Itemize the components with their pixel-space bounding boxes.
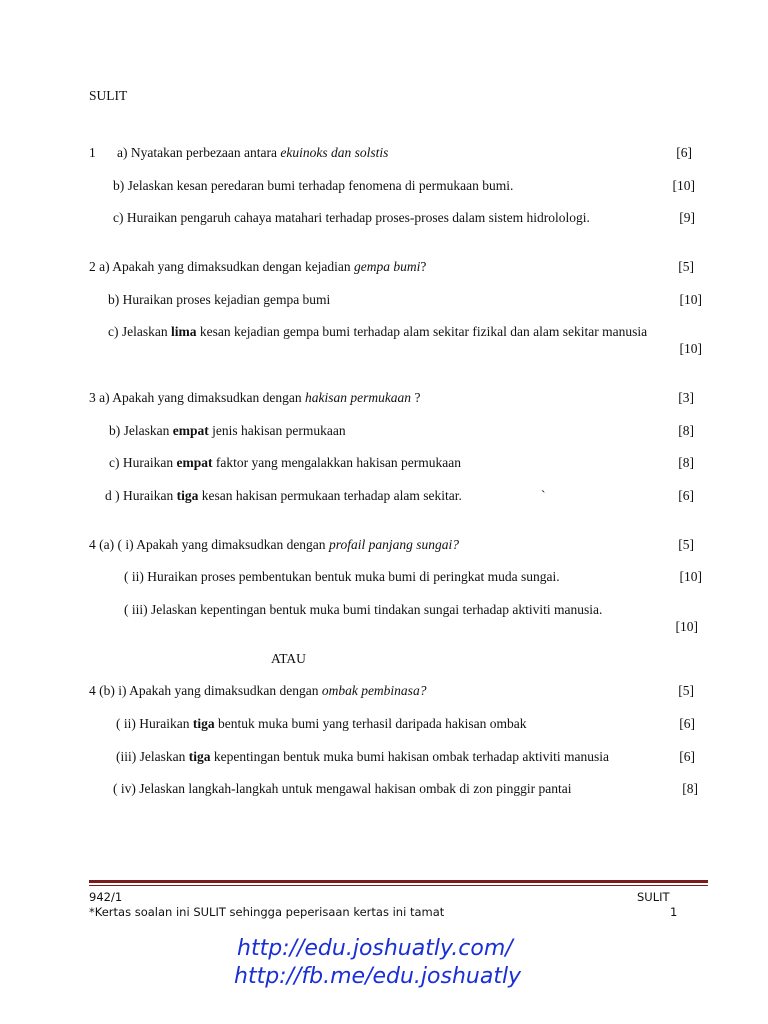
question-4b-ii-text: ( ii) Huraikan: [116, 716, 193, 731]
question-4b-iv: ( iv) Jelaskan langkah-langkah untuk mengawal hakisan ombak di zon pinggir pantai: [113, 781, 572, 796]
question-4a-i-term: profail panjang sungai?: [328, 537, 459, 552]
question-2a-marks: [5]: [678, 259, 694, 274]
question-4a-iii: ( iii) Jelaskan kepentingan bentuk muka bumi tindakan sungai terhadap aktiviti manusia.: [124, 602, 603, 617]
question-4b-iii-marks: [6]: [679, 749, 695, 764]
question-4b-iv-marks: [8]: [682, 781, 698, 796]
question-4b-iii-tail: kepentingan bentuk muka bumi hakisan ombak terhadap aktiviti manusia: [210, 749, 610, 764]
question-2b-marks: [10]: [679, 292, 702, 307]
question-4a-ii: ( ii) Huraikan proses pembentukan bentuk muka bumi di peringkat muda sungai.: [124, 569, 560, 584]
question-1b: b) Jelaskan kesan peredaran bumi terhadap fenomena di permukaan bumi.: [113, 178, 514, 193]
question-3c: [109, 455, 461, 471]
question-4b-ii-tail: bentuk muka bumi yang terhasil daripada hakisan ombak: [214, 716, 527, 731]
question-4a-i: [89, 537, 459, 553]
footer-sulit: SULIT: [637, 890, 670, 904]
footer-rule-thick: [89, 880, 708, 883]
question-3b-marks: [8]: [678, 423, 694, 438]
question-1a: [117, 145, 388, 161]
question-3d: [105, 488, 462, 504]
question-4b-i-text: 4 (b) i) Apakah yang dimaksudkan dengan: [89, 683, 322, 698]
header-sulit: SULIT: [89, 88, 128, 103]
question-2a-tail: ?: [420, 259, 427, 274]
link-website[interactable]: http://edu.joshuatly.com/: [237, 936, 513, 961]
question-2a-term: gempa bumi: [354, 259, 421, 274]
question-1a-marks: [6]: [676, 145, 692, 160]
question-1-number: 1: [89, 145, 96, 160]
question-3a: [89, 390, 420, 406]
question-2c-tail: kesan kejadian gempa bumi terhadap alam sekitar fizikal dan alam sekitar manusia: [196, 324, 648, 339]
question-4a-ii-marks: [10]: [679, 569, 702, 584]
question-3c-keyword: empat: [176, 455, 213, 470]
question-4b-i: [89, 683, 426, 699]
question-3a-tail: ?: [411, 390, 421, 405]
question-3c-text: c) Huraikan: [109, 455, 177, 470]
question-4b-ii-keyword: tiga: [192, 716, 215, 731]
question-2b: b) Huraikan proses kejadian gempa bumi: [108, 292, 331, 307]
question-2c-text: c) Jelaskan: [108, 324, 171, 339]
question-3d-text: d ) Huraikan: [105, 488, 177, 503]
question-1b-marks: [10]: [672, 178, 695, 193]
question-4b-iii: [116, 749, 609, 765]
question-4a-i-marks: [5]: [678, 537, 694, 552]
question-4a-i-text: 4 (a) ( i) Apakah yang dimaksudkan dengan: [89, 537, 329, 552]
question-3a-marks: [3]: [678, 390, 694, 405]
link-facebook[interactable]: http://fb.me/edu.joshuatly: [234, 964, 522, 989]
footer-page-number: 1: [670, 905, 678, 919]
footer-rule-thin: [89, 885, 708, 886]
question-1a-term: ekuinoks dan solstis: [280, 145, 389, 160]
question-4b-i-term: ombak pembinasa?: [321, 683, 427, 698]
footer-paper-code: 942/1: [89, 890, 123, 904]
question-1c-marks: [9]: [679, 210, 695, 225]
question-2a-text: 2 a) Apakah yang dimaksudkan dengan kejadian: [89, 259, 355, 274]
question-4b-iii-keyword: tiga: [188, 749, 211, 764]
question-3a-term: hakisan permukaan: [304, 390, 412, 405]
question-3b-tail: jenis hakisan permukaan: [208, 423, 346, 438]
question-2c: [108, 324, 647, 340]
question-1a-text: a) Nyatakan perbezaan antara: [117, 145, 281, 160]
question-2c-keyword: lima: [170, 324, 197, 339]
question-3d-tail: kesan hakisan permukaan terhadap alam sekitar.: [198, 488, 462, 503]
question-3b-keyword: empat: [172, 423, 209, 438]
question-4b-i-marks: [5]: [678, 683, 694, 698]
question-3b: [109, 423, 346, 439]
question-3d-tick: `: [541, 488, 546, 503]
question-1c: c) Huraikan pengaruh cahaya matahari terhadap proses-proses dalam sistem hidrolologi.: [113, 210, 590, 225]
question-4b-ii-marks: [6]: [679, 716, 695, 731]
question-4b-ii: [116, 716, 527, 732]
question-3d-keyword: tiga: [176, 488, 199, 503]
question-3b-text: b) Jelaskan: [109, 423, 173, 438]
question-2c-marks: [10]: [679, 341, 702, 356]
question-3a-text: 3 a) Apakah yang dimaksudkan dengan: [89, 390, 305, 405]
footer-note: *Kertas soalan ini SULIT sehingga peperisaan kertas ini tamat: [89, 905, 445, 919]
question-3c-marks: [8]: [678, 455, 694, 470]
question-4a-iii-marks: [10]: [675, 619, 698, 634]
question-4b-iii-text: (iii) Jelaskan: [116, 749, 189, 764]
question-3c-tail: faktor yang mengalakkan hakisan permukaan: [212, 455, 461, 470]
question-3d-marks: [6]: [678, 488, 694, 503]
atau-separator: ATAU: [271, 651, 306, 666]
question-2a: [89, 259, 426, 275]
